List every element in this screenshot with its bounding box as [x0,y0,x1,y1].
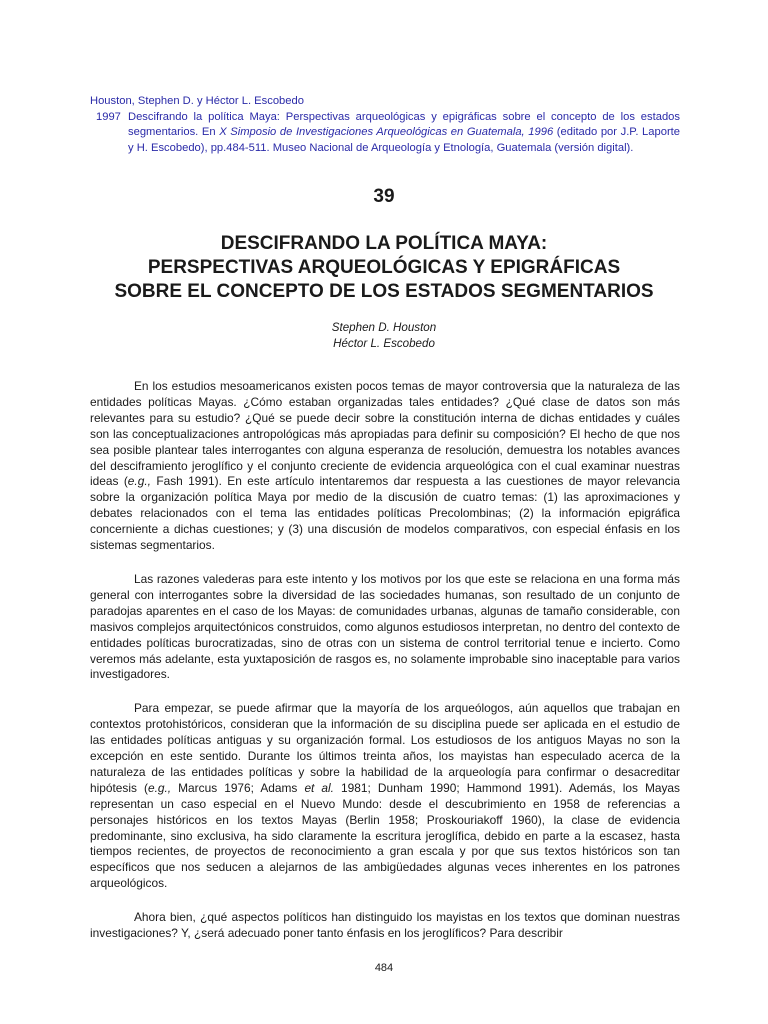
author-list [0,320,768,352]
chapter-number: 39 [373,186,395,207]
paragraph-1 [90,379,680,554]
paragraph-3-part-c: 1981; Dunham 1990; Hammond 1991). Además, los Mayas representan un caso especial en el Nuevo Mundo: desde el descubrimiento en 1958 de referencias a personajes históricos en los textos Mayas (Berlin 1958; Proskouriakoff 1960), la clase de evidencia predominante, sino exclusiva, ha sido claramente la escritura jeroglífica, debido en parte a la escasez, hasta tiempos recientes, de proyectos de reconocimiento a gran escala y por que sus textos históricos son tan específicos que nos seducen a alejarnos de las ambigüedades algunas veces inherentes en los patrones arqueológicos. [90,780,680,891]
paragraph-4: Ahora bien, ¿qué aspectos políticos han distinguido los mayistas en los textos que dominan nuestras investigaciones? Y, ¿será adecuado poner tanto énfasis en los jeroglíficos? Para describir [90,910,680,941]
paragraph-3-etal: et al. [304,780,334,795]
paragraph-1-part-a: En los estudios mesoamericanos existen pocos temas de mayor controversia que la naturaleza de las entidades políticas Mayas. ¿Cómo estaban organizadas tales entidades? ¿Qué clase de datos son más relevantes para su estudio? ¿Qué se puede decir sobre la constitución interna de dichas entidades y cuáles son las conceptualizaciones antropológicas más apropiadas para definir su composición? El hecho de que nos sea posible plantear tales interrogantes con alguna esperanza de resolución, demuestra los notables avances del desciframiento jeroglífico y el conjunto creciente de evidencia arqueológica con el cual examinar nuestras ideas ( [90,379,680,489]
paragraph-3-eg: e.g., [147,780,172,795]
paragraph-2: Las razones valederas para este intento y los motivos por los que este se relaciona en una forma más general con interrogantes sobre la diversidad de las sociedades humanas, son resultado de un conjunto de paradojas aparentes en el caso de los Mayas: de comunidades urbanas, algunas de tamaño considerable, con masivos complejos arquitectónicos construidos, como algunos estudiosos interpretan, no dentro del contexto de entidades políticas burocratizadas, sino de otras con un sistema de control territorial tenue e incierto. Como veremos más adelante, esta yuxtaposición de rasgos es, no solamente improbable sino inaceptable para varios investigadores. [90,571,680,682]
paragraph-3-part-a: Para empezar, se puede afirmar que la mayoría de los arqueólogos, aún aquellos que trabajan en contextos protohistóricos, consideran que la información de su disciplina puede ser aplicada en el estudio de las entidades políticas antiguas y su organización formal. Los estudiosos de los antiguos Mayas no son la excepción en este sentido. Durante los últimos treinta años, los mayistas han especulado acerca de la naturaleza de las entidades políticas y sobre la habilidad de la arqueología para confirmar o desacreditar hipótesis ( [90,701,680,795]
citation-reference [128,110,680,157]
citation-block [90,94,680,156]
page-number: 484 [374,962,394,974]
title-line-2: PERSPECTIVAS ARQUEOLÓGICAS Y EPIGRÁFICAS [147,257,621,278]
citation-entry [90,110,680,157]
paragraph-3 [90,701,680,892]
body-text [90,379,680,960]
title-line-1: DESCIFRANDO LA POLÍTICA MAYA: [220,233,548,254]
citation-text-before: Descifrando la política Maya: Perspectivas arqueológicas y epigráficas sobre el concepto de los estados segmentarios. En [128,110,680,139]
citation-authors: Houston, Stephen D. y Héctor L. Escobedo [90,95,304,107]
title-line-3: SOBRE EL CONCEPTO DE LOS ESTADOS SEGMENTARIOS [114,281,654,302]
citation-venue: X Simposio de Investigaciones Arqueológicas en Guatemala, 1996 [219,126,554,139]
paragraph-1-eg: e.g., [127,474,151,489]
author-1: Stephen D. Houston [331,321,437,334]
author-2: Héctor L. Escobedo [333,337,435,350]
citation-text-after: (editado por J.P. Laporte y H. Escobedo), pp.484-511. Museo Nacional de Arqueología y Etnología, Guatemala (versión digital). [128,126,680,154]
paper-title [60,232,708,304]
citation-year: 1997 [96,110,121,123]
paragraph-3-part-b: Marcus 1976; Adams [171,780,305,795]
paragraph-1-part-b: Fash 1991). En este artículo intentaremos dar respuesta a las cuestiones de mayor relevancia sobre la organización política Maya por medio de la discusión de cuatro temas: (1) las aproximaciones y debates relacionados con el tema las entidades políticas Precolombinas; (2) la información epigráfica concerniente a dichas cuestiones; y (3) una discusión de modelos comparativos, con especial énfasis en los sistemas segmentarios. [90,474,680,553]
